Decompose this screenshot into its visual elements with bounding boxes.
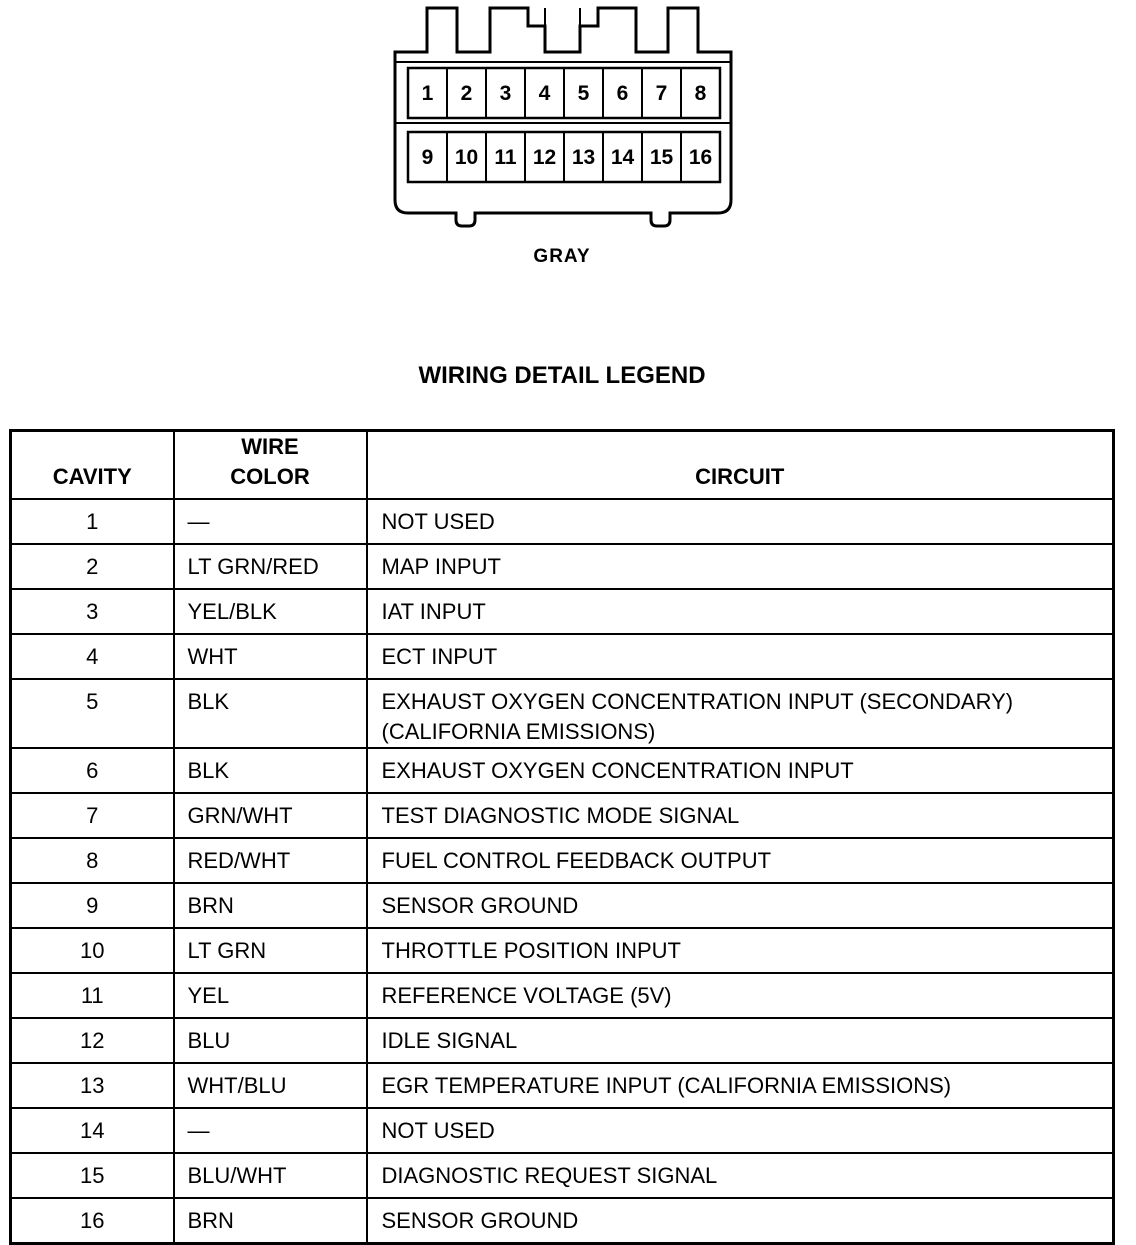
circuit-cell bbox=[367, 748, 1114, 793]
circuit-cell bbox=[367, 1108, 1114, 1153]
pin-label: 9 bbox=[421, 146, 434, 169]
cavity-cell: 12 bbox=[11, 1018, 174, 1063]
circuit-text: EXHAUST OXYGEN CONCENTRATION INPUT (SECONDARY) bbox=[381, 689, 1014, 714]
pin-label: 4 bbox=[538, 82, 551, 105]
legend-row bbox=[11, 793, 1114, 838]
pin-label: 10 bbox=[454, 146, 479, 169]
circuit-text: FUEL CONTROL FEEDBACK OUTPUT bbox=[381, 848, 772, 873]
circuit-text: NOT USED bbox=[381, 509, 495, 534]
legend-rows bbox=[11, 499, 1114, 1244]
pin-label: 16 bbox=[688, 146, 713, 169]
header-wire-color bbox=[174, 431, 367, 500]
connector-color-caption: GRAY bbox=[533, 246, 591, 267]
wire-color-cell: WHT/BLU bbox=[174, 1063, 367, 1108]
legend-row bbox=[11, 928, 1114, 973]
header-wire-color-line1: WIRE bbox=[241, 434, 299, 459]
cavity-cell: 5 bbox=[11, 679, 174, 748]
legend-row bbox=[11, 1198, 1114, 1244]
cavity-cell: 4 bbox=[11, 634, 174, 679]
wire-color-cell: — bbox=[174, 499, 367, 544]
wiring-legend-table bbox=[9, 429, 1115, 1245]
wire-color-cell: YEL/BLK bbox=[174, 589, 367, 634]
legend-row bbox=[11, 1018, 1114, 1063]
cavity-cell: 3 bbox=[11, 589, 174, 634]
pin-label: 5 bbox=[577, 82, 590, 105]
circuit-cell bbox=[367, 928, 1114, 973]
cavity-cell: 15 bbox=[11, 1153, 174, 1198]
circuit-cell bbox=[367, 1063, 1114, 1108]
legend-row bbox=[11, 1153, 1114, 1198]
legend-row bbox=[11, 838, 1114, 883]
wire-color-cell: WHT bbox=[174, 634, 367, 679]
cavity-cell: 9 bbox=[11, 883, 174, 928]
circuit-text: NOT USED bbox=[381, 1118, 495, 1143]
cavity-cell: 11 bbox=[11, 973, 174, 1018]
circuit-cell bbox=[367, 883, 1114, 928]
legend-row bbox=[11, 1063, 1114, 1108]
legend-row bbox=[11, 973, 1114, 1018]
connector-latch-window bbox=[545, 8, 580, 26]
circuit-cell bbox=[367, 544, 1114, 589]
header-wire-color-line2: COLOR bbox=[230, 464, 310, 489]
cavity-cell: 16 bbox=[11, 1198, 174, 1244]
circuit-cell bbox=[367, 838, 1114, 883]
pin-label: 8 bbox=[694, 82, 707, 105]
connector-diagram bbox=[0, 0, 1136, 240]
wire-color-cell: BLU bbox=[174, 1018, 367, 1063]
circuit-text: DIAGNOSTIC REQUEST SIGNAL bbox=[381, 1163, 718, 1188]
header-cavity: CAVITY bbox=[11, 431, 174, 500]
legend-row bbox=[11, 544, 1114, 589]
cavity-cell: 2 bbox=[11, 544, 174, 589]
pin-label: 2 bbox=[460, 82, 473, 105]
circuit-cell bbox=[367, 1153, 1114, 1198]
legend-row bbox=[11, 499, 1114, 544]
pin-label: 7 bbox=[655, 82, 668, 105]
header-circuit: CIRCUIT bbox=[367, 431, 1114, 500]
circuit-cell bbox=[367, 793, 1114, 838]
circuit-text: THROTTLE POSITION INPUT bbox=[381, 938, 681, 963]
circuit-text: REFERENCE VOLTAGE (5V) bbox=[381, 983, 672, 1008]
cavity-cell: 1 bbox=[11, 499, 174, 544]
cavity-cell: 8 bbox=[11, 838, 174, 883]
circuit-cell bbox=[367, 679, 1114, 748]
circuit-cell bbox=[367, 634, 1114, 679]
circuit-cell bbox=[367, 973, 1114, 1018]
legend-row bbox=[11, 634, 1114, 679]
wire-color-cell: RED/WHT bbox=[174, 838, 367, 883]
wire-color-cell: YEL bbox=[174, 973, 367, 1018]
wire-color-cell: BLK bbox=[174, 748, 367, 793]
circuit-text: EGR TEMPERATURE INPUT (CALIFORNIA EMISSIONS) bbox=[381, 1073, 952, 1098]
circuit-text: SENSOR GROUND bbox=[381, 893, 579, 918]
cavity-cell: 7 bbox=[11, 793, 174, 838]
circuit-text: MAP INPUT bbox=[381, 554, 501, 579]
circuit-text: ECT INPUT bbox=[381, 644, 498, 669]
wire-color-cell: BRN bbox=[174, 883, 367, 928]
circuit-text: SENSOR GROUND bbox=[381, 1208, 579, 1233]
circuit-text: EXHAUST OXYGEN CONCENTRATION INPUT bbox=[381, 758, 854, 783]
cavity-cell: 14 bbox=[11, 1108, 174, 1153]
wire-color-cell: LT GRN bbox=[174, 928, 367, 973]
cavity-cell: 13 bbox=[11, 1063, 174, 1108]
wire-color-cell: BLU/WHT bbox=[174, 1153, 367, 1198]
pin-label: 1 bbox=[421, 82, 434, 105]
circuit-cell bbox=[367, 1198, 1114, 1244]
wire-color-cell: LT GRN/RED bbox=[174, 544, 367, 589]
circuit-text-line2: (CALIFORNIA EMISSIONS) bbox=[381, 719, 656, 744]
legend-row bbox=[11, 748, 1114, 793]
wire-color-cell: GRN/WHT bbox=[174, 793, 367, 838]
circuit-cell bbox=[367, 499, 1114, 544]
wire-color-cell: BRN bbox=[174, 1198, 367, 1244]
circuit-text: IDLE SIGNAL bbox=[381, 1028, 518, 1053]
circuit-cell bbox=[367, 1018, 1114, 1063]
legend-header-row bbox=[11, 431, 1114, 500]
pin-label: 6 bbox=[616, 82, 629, 105]
wire-color-cell: BLK bbox=[174, 679, 367, 748]
cavity-cell: 10 bbox=[11, 928, 174, 973]
circuit-text: IAT INPUT bbox=[381, 599, 486, 624]
circuit-cell bbox=[367, 589, 1114, 634]
legend-row bbox=[11, 589, 1114, 634]
pin-label: 12 bbox=[532, 146, 557, 169]
wire-color-cell: — bbox=[174, 1108, 367, 1153]
pin-label: 3 bbox=[499, 82, 512, 105]
pin-label: 14 bbox=[610, 146, 635, 169]
legend-row bbox=[11, 1108, 1114, 1153]
connector-pins bbox=[408, 68, 720, 182]
legend-row bbox=[11, 883, 1114, 928]
pin-label: 11 bbox=[494, 146, 517, 169]
circuit-text: TEST DIAGNOSTIC MODE SIGNAL bbox=[381, 803, 740, 828]
cavity-cell: 6 bbox=[11, 748, 174, 793]
legend-row bbox=[11, 679, 1114, 748]
legend-title: WIRING DETAIL LEGEND bbox=[418, 362, 706, 389]
pin-label: 13 bbox=[571, 146, 596, 169]
pin-label: 15 bbox=[649, 146, 674, 169]
